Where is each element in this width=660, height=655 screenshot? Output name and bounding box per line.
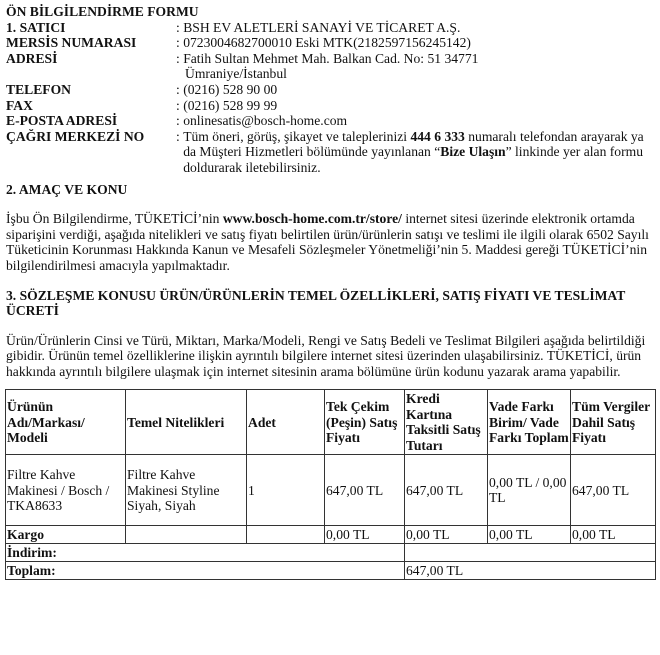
section-2-text: İşbu Ön Bilgilendirme, TÜKETİCİ’nin www.bosch-home.com.tr/store/ internet sitesi üzerinde elektronik ortamda siparişini verdiği, aşağıda nitelikleri ve satış fiyatı belirtilen ürün/ürünlerin satışı ve teslimi ile ilgili olarak 6502 Sayılı Tüketicinin Korunması Hakkında Kanun ve Mesafeli Sözleşmeler Yönetmeliği’nin 5. Maddesi gereği TÜKETİCİ’nin bilgilendirilmesi amacıyla yapılmaktadır. [6, 211, 649, 273]
email-label: E-POSTA ADRESİ [6, 113, 118, 129]
total-row [6, 562, 656, 580]
callcenter-text: Tüm öneri, görüş, şikayet ve taleplerinizi 444 6 333 numaralı telefondan arayarak ya da Müşteri Hizmetleri bölümünde yayınlanan “Bize Ulaşın” linkinde yer alan formu doldurarak iletebilirsiniz. [183, 128, 644, 175]
fax-value: (0216) 528 99 99 [183, 97, 278, 113]
col-qty: Adet [247, 390, 325, 455]
phone-label: TELEFON [6, 81, 71, 97]
table-row [6, 455, 656, 526]
mersis-label: MERSİS NUMARASI [6, 35, 137, 51]
cargo-maturity: 0,00 TL [488, 526, 571, 544]
discount-value [405, 544, 656, 562]
contact-us-link[interactable]: Bize Ulaşın [440, 144, 506, 160]
callcenter-number: 444 6 333 [410, 128, 465, 144]
discount-label: İndirim: [6, 544, 405, 562]
cargo-credit: 0,00 TL [405, 526, 488, 544]
col-cash-price: Tek Çekim (Peşin) Satış Fiyatı [325, 390, 405, 455]
email-value[interactable]: onlinesatis@bosch-home.com [183, 113, 348, 129]
cargo-label: Kargo [6, 526, 126, 544]
col-product: Ürünün Adı/Markası/ Modeli [6, 390, 126, 455]
table-header-row [6, 390, 656, 455]
cell-cash-price: 647,00 TL [325, 455, 405, 526]
fax-label: FAX [6, 97, 33, 113]
cargo-cash-price: 0,00 TL [325, 526, 405, 544]
address-label: ADRESİ [6, 50, 58, 66]
cell-product: Filtre Kahve Makinesi / Bosch / TKA8633 [6, 455, 126, 526]
callcenter-label: ÇAĞRI MERKEZİ NO [6, 128, 145, 144]
cell-qty: 1 [247, 455, 325, 526]
seller-label: 1. SATICI [6, 19, 66, 35]
discount-row [6, 544, 656, 562]
section-3-title: 3. SÖZLEŞME KONUSU ÜRÜN/ÜRÜNLERİN TEMEL ÖZELLİKLERİ, SATIŞ FİYATI VE TESLİMAT ÜCRETİ [6, 287, 626, 319]
total-label: Toplam: [6, 562, 405, 580]
cargo-row [6, 526, 656, 544]
cell-maturity: 0,00 TL / 0,00 TL [488, 455, 571, 526]
seller-company: BSH EV ALETLERİ SANAYİ VE TİCARET A.Ş. [183, 19, 461, 35]
cell-total: 647,00 TL [571, 455, 656, 526]
store-url-link[interactable]: www.bosch-home.com.tr/store/ [222, 211, 402, 227]
document-title: ÖN BİLGİLENDİRME FORMU [6, 4, 199, 19]
cell-features: Filtre Kahve Makinesi Styline Siyah, Siyah [126, 455, 247, 526]
section-3-text: Ürün/Ürünlerin Cinsi ve Türü, Miktarı, Marka/Modeli, Rengi ve Satış Bedeli ve Teslimat Bilgileri aşağıda belirtildiği gibidir. Ürünün temel özelliklerine ilişkin ayrıntılı bilgilere internet sitesi üzerinden ulaşabilirsiniz. TÜKETİCİ, ürün hakkında ayrıntılı bilgilere ulaşmak için internet sitesinin arama bölümüne ürün kodunu yazarak arama yapabilir. [6, 332, 646, 379]
address-value-line2: Ümraniye/İstanbul [185, 66, 287, 82]
address-value-line1: Fatih Sultan Mehmet Mah. Balkan Cad. No: 51 34771 [183, 50, 479, 66]
product-table [5, 389, 656, 580]
total-value: 647,00 TL [405, 562, 656, 580]
seller-info: 1. SATICI : BSH EV ALETLERİ SANAYİ VE TİCARET A.Ş. MERSİS NUMARASI : 0723004682700010 Eski MTK(2182597156245142) ADRESİ : Fatih Sultan Mehmet Mah. Balkan Cad. No: 51 34771 Ümraniye/İstanbul TELEFON : (0216) 528 90 00 FAX : (0216) 528 99 99 E-POSTA ADRESİ : onlinesatis@bosch-home.com ÇAĞRI MERKEZİ NO : Tüm öneri, görüş, şikayet ve taleplerinizi 444 6 333 numaralı telefondan arayarak ya da Müşteri Hizmetleri bölümünde yayınlanan “Bize Ulaşın” linkinde yer alan formu doldurarak iletebilirsiniz. [6, 20, 654, 176]
cell-credit: 647,00 TL [405, 455, 488, 526]
col-maturity: Vade Farkı Birim/ Vade Farkı Toplam [488, 390, 571, 455]
section-2-title: 2. AMAÇ VE KONU [6, 181, 128, 197]
mersis-value: 0723004682700010 Eski MTK(2182597156245142) [183, 35, 471, 51]
col-credit: Kredi Kartına Taksitli Satış Tutarı [405, 390, 488, 455]
col-total: Tüm Vergiler Dahil Satış Fiyatı [571, 390, 656, 455]
col-features: Temel Nitelikleri [126, 390, 247, 455]
cargo-total: 0,00 TL [571, 526, 656, 544]
phone-value: (0216) 528 90 00 [183, 81, 278, 97]
